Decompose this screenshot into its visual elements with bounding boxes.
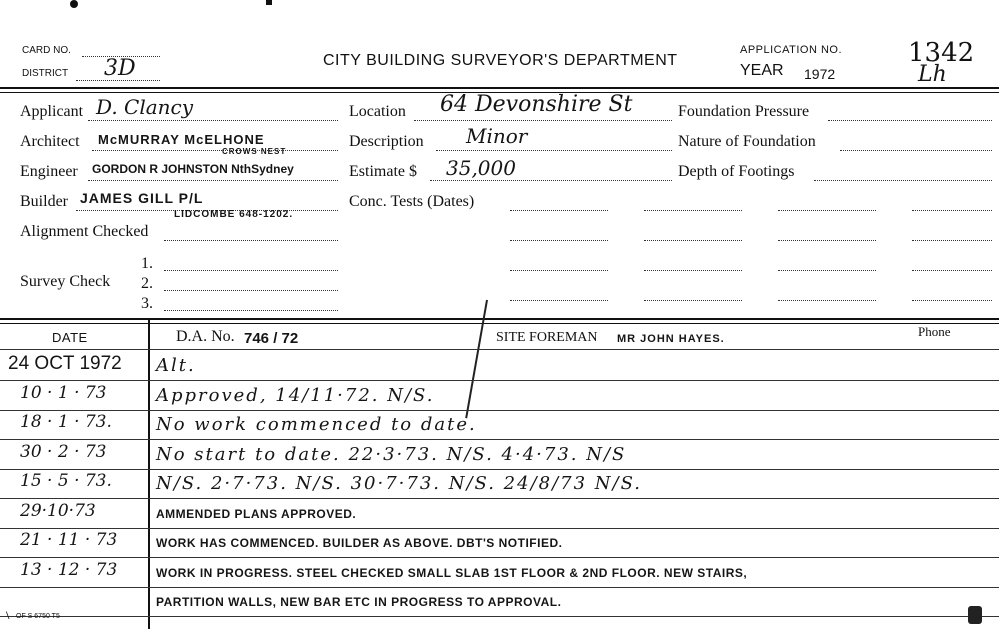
year-value: 1972 <box>804 66 836 82</box>
foundation-pressure-line <box>828 120 992 121</box>
survey-line <box>164 310 338 311</box>
log-date: 10 · 1 · 73 <box>20 383 107 403</box>
conc-test-line <box>778 270 876 271</box>
engineer-value: GORDON R JOHNSTON NthSydney <box>92 162 294 176</box>
log-row-rule <box>0 528 999 529</box>
log-row-rule <box>0 498 999 499</box>
district-label: DISTRICT <box>22 68 69 79</box>
conc-test-line <box>778 240 876 241</box>
conc-test-line <box>912 300 992 301</box>
corner-mark: \ <box>6 608 10 622</box>
location-line <box>414 120 672 121</box>
nature-foundation-line <box>840 150 992 151</box>
architect-line <box>92 150 338 151</box>
date-column-divider <box>148 318 150 629</box>
survey-number: 2. <box>141 275 153 292</box>
form-code: OF S 6750 T5 <box>16 613 60 620</box>
header-rule <box>0 87 999 89</box>
punch-hole-mark <box>70 0 78 8</box>
log-entry: AMMENDED PLANS APPROVED. <box>156 507 357 521</box>
architect-sub: CROWS NEST <box>222 147 287 156</box>
initials: Lh <box>918 62 947 87</box>
nature-foundation-label: Nature of Foundation <box>678 133 816 150</box>
conc-test-line <box>644 240 742 241</box>
alignment-line <box>164 240 338 241</box>
log-entry: Approved, 14/11·72. N/S. <box>156 385 435 406</box>
survey-number: 1. <box>141 255 153 272</box>
log-date: 29·10·73 <box>20 501 96 521</box>
date-column-header: DATE <box>52 330 88 345</box>
conc-test-line <box>510 300 608 301</box>
foundation-pressure-label: Foundation Pressure <box>678 103 810 120</box>
log-entry: N/S. 2·7·73. N/S. 30·7·73. N/S. 24/8/73 N/S. <box>156 473 643 494</box>
architect-value: McMURRAY McELHONE <box>98 132 265 147</box>
engineer-label: Engineer <box>20 163 78 180</box>
conc-test-line <box>644 270 742 271</box>
engineer-line <box>88 180 338 181</box>
log-row-rule <box>0 410 999 411</box>
log-entry: PARTITION WALLS, NEW BAR ETC IN PROGRESS TO APPROVAL. <box>156 595 562 609</box>
application-no-value: 1342 <box>908 38 975 68</box>
builder-label: Builder <box>20 193 68 210</box>
applicant-value: D. Clancy <box>96 95 194 119</box>
year-label: YEAR <box>740 62 784 79</box>
log-row-rule <box>0 557 999 558</box>
log-date: 18 · 1 · 73. <box>20 412 112 432</box>
log-entry: No work commenced to date. <box>156 414 477 435</box>
phone-label: Phone <box>918 324 951 339</box>
survey-line <box>164 290 338 291</box>
district-value: 3D <box>104 56 136 81</box>
survey-line <box>164 270 338 271</box>
survey-check-label: Survey Check <box>20 273 111 290</box>
conc-test-line <box>778 300 876 301</box>
conc-test-line <box>510 210 608 211</box>
punch-hole-mark <box>266 0 272 5</box>
log-date: 24 OCT 1972 <box>8 353 122 374</box>
estimate-line <box>430 180 672 181</box>
depth-footings-label: Depth of Footings <box>678 163 795 180</box>
survey-number: 3. <box>141 295 153 312</box>
da-value: 746 / 72 <box>244 330 299 347</box>
log-entry: No start to date. 22·3·73. N/S. 4·4·73. N/S <box>156 444 627 465</box>
conc-test-line <box>644 300 742 301</box>
conc-test-line <box>510 270 608 271</box>
log-row-rule <box>0 587 999 588</box>
conc-test-line <box>912 240 992 241</box>
estimate-value: 35,000 <box>446 156 516 180</box>
description-line <box>436 150 672 151</box>
applicant-line <box>88 120 338 121</box>
log-date: 13 · 12 · 73 <box>20 560 118 580</box>
conc-test-line <box>510 240 608 241</box>
log-row-rule <box>0 349 999 350</box>
alignment-label: Alignment Checked <box>20 223 149 240</box>
application-no-label: APPLICATION NO. <box>740 44 843 56</box>
log-row-rule <box>0 469 999 470</box>
log-row-rule <box>0 439 999 440</box>
conc-test-line <box>778 210 876 211</box>
conc-test-line <box>644 210 742 211</box>
conc-test-line <box>912 270 992 271</box>
punch-hole-mark <box>968 606 982 624</box>
conc-tests-label: Conc. Tests (Dates) <box>349 193 475 210</box>
log-date: 21 · 11 · 73 <box>20 530 118 550</box>
log-entry: Alt. <box>156 355 196 376</box>
builder-value: JAMES GILL P/L <box>80 190 204 206</box>
architect-label: Architect <box>20 133 80 150</box>
estimate-label: Estimate $ <box>349 163 417 180</box>
log-date: 15 · 5 · 73. <box>20 471 112 491</box>
location-label: Location <box>349 103 406 120</box>
site-foreman-value: MR JOHN HAYES. <box>617 333 725 345</box>
depth-footings-line <box>814 180 992 181</box>
applicant-label: Applicant <box>20 103 84 120</box>
log-row-rule <box>0 616 999 617</box>
log-row-rule <box>0 380 999 381</box>
log-date: 30 · 2 · 73 <box>20 442 107 462</box>
description-label: Description <box>349 133 424 150</box>
description-value: Minor <box>466 124 528 148</box>
card-no-label: CARD NO. <box>22 45 71 56</box>
log-entry: WORK IN PROGRESS. STEEL CHECKED SMALL SLAB 1ST FLOOR & 2ND FLOOR. NEW STAIRS, <box>156 566 748 580</box>
department-title: CITY BUILDING SURVEYOR'S DEPARTMENT <box>323 52 678 69</box>
conc-test-line <box>912 210 992 211</box>
da-label: D.A. No. <box>176 328 235 345</box>
builder-sub: LIDCOMBE 648-1202. <box>174 209 294 220</box>
site-foreman-label: SITE FOREMAN <box>496 330 598 345</box>
location-value: 64 Devonshire St <box>440 92 633 117</box>
log-entry: WORK HAS COMMENCED. BUILDER AS ABOVE. DBT'S NOTIFIED. <box>156 536 563 550</box>
